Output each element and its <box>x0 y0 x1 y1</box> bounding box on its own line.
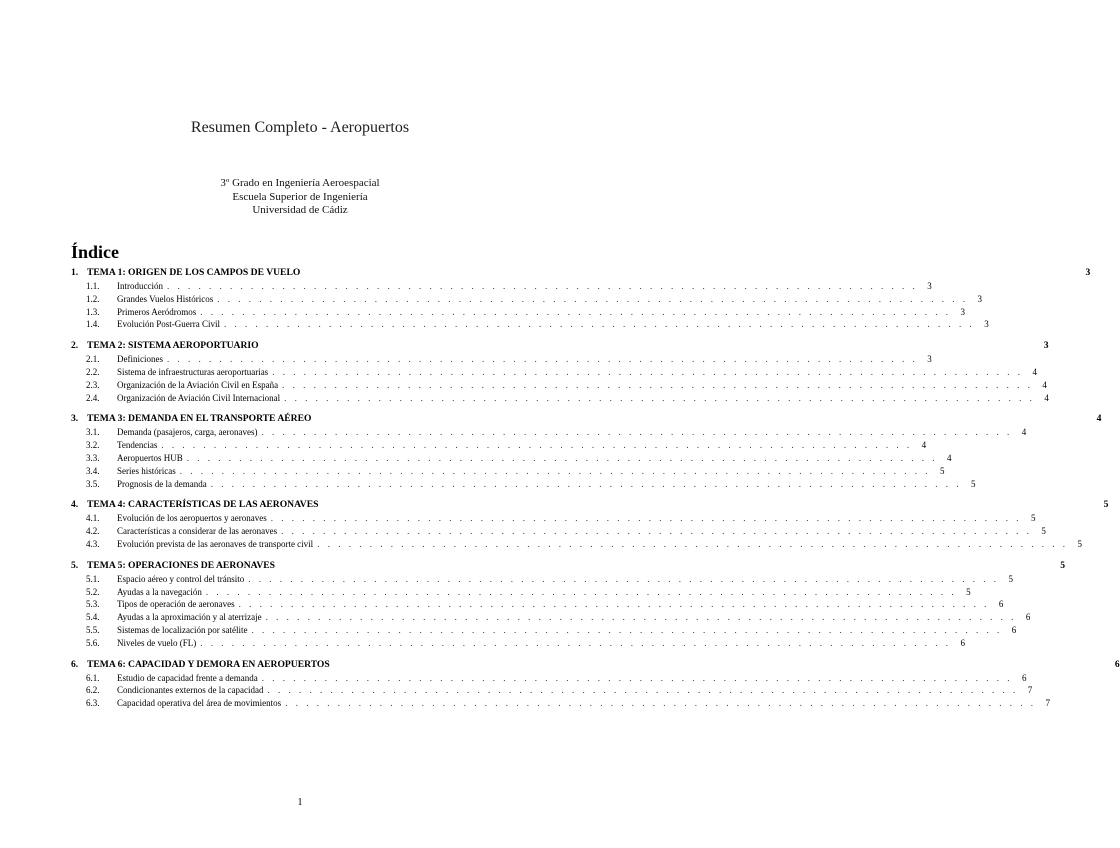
toc-entry-page: 7 <box>1045 698 1050 709</box>
toc-subsection[interactable] <box>71 598 1004 611</box>
toc-leader-dots: . . . . . . . . . . . . . . . . . . . . . . . . . . . . . . . . . . . . . . . . . . . . . . . . . . . . . . . . . . . . . . . . . . . . . . . . <box>224 319 975 330</box>
toc-entry-title: TEMA 1: ORIGEN DE LOS CAMPOS DE VUELO <box>87 267 301 278</box>
toc-entry-page: 5 <box>1008 573 1013 584</box>
toc-leader-dots: . . . . . . . . . . . . . . . . . . . . . . . . . . . . . . . . . . . . . . . . . . . . . . . . . . . . . . . . . . . . . . . . . . . . . . . . <box>272 366 1023 377</box>
toc-leader-dots: . . . . . . . . . . . . . . . . . . . . . . . . . . . . . . . . . . . . . . . . . . . . . . . . . . . . . . . . . . . . . . . . . . . . . . . . <box>281 526 1032 537</box>
toc-entry-title: Niveles de vuelo (FL) <box>117 637 197 648</box>
toc-entry-title: Organización de Aviación Civil Internacional <box>117 392 281 403</box>
toc-entry-title: Organización de la Aviación Civil en España <box>117 379 279 390</box>
toc-entry-number: 4.3. <box>86 538 100 549</box>
toc-entry-number: 5. <box>71 559 79 571</box>
toc-subsection[interactable] <box>71 624 1017 637</box>
toc-entry-title: Prognosis de la demanda <box>117 478 207 489</box>
toc-subsection[interactable] <box>71 538 1082 551</box>
toc-section <box>71 498 1109 550</box>
affiliation-block <box>0 177 600 218</box>
toc-entry-number: 1.2. <box>86 293 100 304</box>
toc-entry-title: Aeropuertos HUB <box>117 452 183 463</box>
toc-entry-number: 2. <box>71 340 79 352</box>
toc-entry-number: 5.4. <box>86 612 100 623</box>
toc-entry-page: 4 <box>947 452 952 463</box>
toc-entry-title: Evolución prevista de las aeronaves de transporte civil <box>117 538 314 549</box>
toc-entry-number: 6.2. <box>86 685 100 696</box>
toc-entry-number: 5.2. <box>86 586 100 597</box>
toc-entry-number: 2.3. <box>86 379 100 390</box>
toc-leader-dots: . . . . . . . . . . . . . . . . . . . . . . . . . . . . . . . . . . . . . . . . . . . . . . . . . . . . . . . . . . . . . . . . . . . . . . . . <box>285 698 1036 709</box>
toc-entry-page: 4 <box>1044 392 1049 403</box>
toc-subsection[interactable] <box>71 684 1033 697</box>
toc-entry-number: 4. <box>71 499 79 511</box>
toc-subsection[interactable] <box>71 392 1049 405</box>
toc-entry-title: Condicionantes externos de la capacidad <box>117 685 264 696</box>
toc-entry-number: 1.1. <box>86 281 100 291</box>
toc-entry-title: TEMA 2: SISTEMA AEROPORTUARIO <box>87 340 259 352</box>
toc-leader-dots: . . . . . . . . . . . . . . . . . . . . . . . . . . . . . . . . . . . . . . . . . . . . . . . . . . . . . . . . . . . . . . . . . . . . . . . . <box>166 354 918 365</box>
toc-subsection[interactable] <box>71 586 971 599</box>
toc-subsection[interactable] <box>71 611 1031 624</box>
toc-entry-number: 4.1. <box>86 513 100 524</box>
toc-leader-dots: . . . . . . . . . . . . . . . . . . . . . . . . . . . . . . . . . . . . . . . . . . . . . . . . . . . . . . . . . . . . . . . . . . . . . . . . <box>179 465 931 476</box>
toc-entry-title: Evolución de los aeropuertos y aeronaves <box>117 513 267 524</box>
toc-leader-dots: . . . . . . . . . . . . . . . . . . . . . . . . . . . . . . . . . . . . . . . . . . . . . . . . . . . . . . . . . . . . . . . . . . . . . . . . <box>200 637 951 648</box>
toc-subsection[interactable] <box>71 353 932 366</box>
toc-entry-number: 3.1. <box>86 427 100 438</box>
toc-entry-page: 5 <box>1103 499 1109 511</box>
affiliation-line: Universidad de Cádiz <box>252 204 348 216</box>
toc-leader-dots: . . . . . . . . . . . . . . . . . . . . . . . . . . . . . . . . . . . . . . . . . . . . . . . . . . . . . . . . . . . . . . . . . . . . . . . . <box>210 478 962 489</box>
toc-subsection[interactable] <box>71 280 932 293</box>
toc-section <box>71 412 1102 490</box>
toc-leader-dots: . . . . . . . . . . . . . . . . . . . . . . . . . . . . . . . . . . . . . . . . . . . . . . . . . . . . . . . . . . . . . . . . . . . . . . . . <box>267 685 1019 696</box>
toc-entry-title: Evolución Post-Guerra Civil <box>117 319 220 330</box>
toc-entry-title: TEMA 3: DEMANDA EN EL TRANSPORTE AÉREO <box>87 413 312 425</box>
toc-entry-page: 6 <box>1021 672 1027 683</box>
toc-entry-number: 5.5. <box>86 624 100 635</box>
toc-entry-title: Definiciones <box>117 354 163 365</box>
toc-entry-page: 4 <box>1042 379 1047 390</box>
toc-entry-page: 3 <box>927 281 932 291</box>
document-title: Resumen Completo - Aeropuertos <box>190 119 410 136</box>
toc-entry-page: 3 <box>1043 340 1049 352</box>
toc-entry-page: 5 <box>1060 559 1065 571</box>
toc-leader-dots: . . . . . . . . . . . . . . . . . . . . . . . . . . . . . . . . . . . . . . . . . . . . . . . . . . . . . . . . . . . . . . . . . . . . . . . . <box>261 672 1013 683</box>
toc-entry-title: Espacio aéreo y control del tránsito <box>117 573 245 584</box>
toc-section <box>71 266 1091 331</box>
toc-entry-title: Primeros Aeródromos <box>117 306 197 317</box>
toc-entry-title: Ayudas a la navegación <box>117 586 202 597</box>
toc-section <box>71 658 1120 710</box>
toc-entry-title: TEMA 4: CARACTERÍSTICAS DE LAS AERONAVES <box>87 499 319 511</box>
toc-entry-number: 3.4. <box>86 465 100 476</box>
toc-leader-dots: . . . . . . . . . . . . . . . . . . . . . . . . . . . . . . . . . . . . . . . . . . . . . . . . . . . . . . . . . . . . . . . . . . . . . . . . <box>317 538 1068 549</box>
toc-entry-number: 5.3. <box>86 599 100 610</box>
toc-entry-page: 3 <box>960 306 965 317</box>
toc-leader-dots: . . . . . . . . . . . . . . . . . . . . . . . . . . . . . . . . . . . . . . . . . . . . . . . . . . . . . . . . . . . . . . . . . . . . . . . . <box>284 392 1035 403</box>
toc-entry-number: 2.2. <box>86 366 100 377</box>
toc-subsection[interactable] <box>71 525 1046 538</box>
toc-subsection[interactable] <box>71 697 1050 710</box>
toc-entry-title: Estudio de capacidad frente a demanda <box>117 672 258 683</box>
toc-subsection[interactable] <box>71 672 1027 685</box>
toc-entry-page: 5 <box>1030 513 1036 524</box>
toc-entry-title: Sistemas de localización por satélite <box>117 624 248 635</box>
toc-leader-dots: . . . . . . . . . . . . . . . . . . . . . . . . . . . . . . . . . . . . . . . . . . . . . . . . . . . . . . . . . . . . . . . . . . . . . . . . <box>186 452 938 463</box>
toc-section-heading[interactable] <box>71 339 1049 353</box>
toc-leader-dots: . . . . . . . . . . . . . . . . . . . . . . . . . . . . . . . . . . . . . . . . . . . . . . . . . . . . . . . . . . . . . . . . . . . . . . . . <box>217 293 969 304</box>
toc-entry-page: 3 <box>1085 267 1091 278</box>
toc-section-heading[interactable] <box>71 412 1102 426</box>
toc-entry-page: 4 <box>1021 427 1027 438</box>
toc-entry-number: 5.6. <box>86 637 100 648</box>
toc-entry-page: 6 <box>998 599 1004 610</box>
toc-entry-number: 2.4. <box>86 392 100 403</box>
toc-entry-number: 2.1. <box>86 354 100 365</box>
table-of-contents <box>71 266 1120 710</box>
toc-leader-dots: . . . . . . . . . . . . . . . . . . . . . . . . . . . . . . . . . . . . . . . . . . . . . . . . . . . . . . . . . . . . . . . . . . . . . . . . <box>251 624 1003 635</box>
toc-leader-dots: . . . . . . . . . . . . . . . . . . . . . . . . . . . . . . . . . . . . . . . . . . . . . . . . . . . . . . . . . . . . . . . . . . . . . . . . <box>200 306 951 317</box>
toc-entry-page: 6 <box>1011 624 1017 635</box>
affiliation-line: 3º Grado en Ingeniería Aeroespacial <box>220 177 380 189</box>
toc-subsection[interactable] <box>71 379 1047 392</box>
toc-entry-number: 6. <box>71 658 79 670</box>
toc-subsection[interactable] <box>71 573 1013 586</box>
toc-entry-title: TEMA 6: CAPACIDAD Y DEMORA EN AEROPUERTOS <box>87 658 330 670</box>
toc-leader-dots: . . . . . . . . . . . . . . . . . . . . . . . . . . . . . . . . . . . . . . . . . . . . . . . . . . . . . . . . . . . . . . . . . . . . . . . . <box>248 573 999 584</box>
toc-leader-dots: . . . . . . . . . . . . . . . . . . . . . . . . . . . . . . . . . . . . . . . . . . . . . . . . . . . . . . . . . . . . . . . . . . . . . . . . <box>205 586 957 597</box>
toc-entry-title: Capacidad operativa del área de movimientos <box>117 698 282 709</box>
toc-entry-page: 5 <box>940 465 945 476</box>
toc-entry-number: 3.2. <box>86 440 100 451</box>
toc-section-heading[interactable] <box>71 559 1065 573</box>
toc-entry-title: Tipos de operación de aeronaves <box>117 599 235 610</box>
toc-entry-number: 3.5. <box>86 478 100 489</box>
toc-section-heading[interactable] <box>71 498 1109 512</box>
toc-section-heading[interactable] <box>71 658 1120 672</box>
toc-entry-page: 6 <box>1114 658 1120 670</box>
toc-subsection[interactable] <box>71 512 1036 525</box>
toc-entry-page: 4 <box>1096 413 1102 425</box>
toc-subsection[interactable] <box>71 465 945 478</box>
toc-entry-title: Introducción <box>117 281 163 291</box>
toc-subsection[interactable] <box>71 478 976 491</box>
toc-entry-number: 4.2. <box>86 526 100 537</box>
toc-entry-page: 5 <box>1077 538 1082 549</box>
toc-entry-number: 3.3. <box>86 452 100 463</box>
toc-entry-title: Ayudas a la aproximación y al aterrizaje <box>117 612 262 623</box>
toc-subsection[interactable] <box>71 439 927 452</box>
toc-entry-page: 4 <box>921 440 927 451</box>
toc-entry-page: 6 <box>1025 612 1031 623</box>
toc-entry-page: 5 <box>970 478 976 489</box>
toc-entry-title: Demanda (pasajeros, carga, aeronaves) <box>117 427 258 438</box>
toc-leader-dots: . . . . . . . . . . . . . . . . . . . . . . . . . . . . . . . . . . . . . . . . . . . . . . . . . . . . . . . . . . . . . . . . . . . . . . . . <box>282 379 1033 390</box>
toc-entry-number: 5.1. <box>86 573 100 584</box>
toc-entry-number: 1. <box>71 267 79 278</box>
toc-subsection[interactable] <box>71 306 965 319</box>
toc-leader-dots: . . . . . . . . . . . . . . . . . . . . . . . . . . . . . . . . . . . . . . . . . . . . . . . . . . . . . . . . . . . . . . . . . . . . . . . . <box>270 513 1022 524</box>
toc-entry-number: 6.3. <box>86 698 100 709</box>
toc-leader-dots: . . . . . . . . . . . . . . . . . . . . . . . . . . . . . . . . . . . . . . . . . . . . . . . . . . . . . . . . . . . . . . . . . . . . . . . . <box>261 427 1013 438</box>
toc-leader-dots: . . . . . . . . . . . . . . . . . . . . . . . . . . . . . . . . . . . . . . . . . . . . . . . . . . . . . . . . . . . . . . . . . . . . . . . . <box>161 440 913 451</box>
toc-entry-page: 3 <box>977 293 983 304</box>
toc-entry-title: Series históricas <box>117 465 176 476</box>
toc-subsection[interactable] <box>71 318 989 331</box>
toc-leader-dots: . . . . . . . . . . . . . . . . . . . . . . . . . . . . . . . . . . . . . . . . . . . . . . . . . . . . . . . . . . . . . . . . . . . . . . . . <box>265 612 1017 623</box>
toc-entry-number: 1.4. <box>86 319 100 330</box>
toc-entry-title: Características a considerar de las aeronaves <box>117 526 278 537</box>
toc-entry-page: 6 <box>960 637 965 648</box>
toc-entry-title: Tendencias <box>117 440 158 451</box>
toc-entry-title: TEMA 5: OPERACIONES DE AERONAVES <box>87 559 275 571</box>
toc-entry-title: Sistema de infraestructuras aeroportuarias <box>117 366 269 377</box>
toc-entry-page: 4 <box>1032 366 1037 377</box>
toc-subsection[interactable] <box>71 293 983 306</box>
toc-entry-number: 3. <box>71 413 79 425</box>
toc-heading: Índice <box>71 242 120 262</box>
toc-subsection[interactable] <box>71 366 1037 379</box>
toc-entry-title: Grandes Vuelos Históricos <box>117 293 214 304</box>
toc-section <box>71 559 1065 650</box>
toc-entry-page: 5 <box>966 586 971 597</box>
toc-entry-number: 1.3. <box>86 306 100 317</box>
toc-subsection[interactable] <box>71 426 1027 439</box>
toc-entry-page: 3 <box>984 319 989 330</box>
page-number: 1 <box>297 797 303 808</box>
toc-section-heading[interactable] <box>71 266 1091 280</box>
toc-entry-page: 7 <box>1027 685 1033 696</box>
toc-subsection[interactable] <box>71 637 965 650</box>
toc-leader-dots: . . . . . . . . . . . . . . . . . . . . . . . . . . . . . . . . . . . . . . . . . . . . . . . . . . . . . . . . . . . . . . . . . . . . . . . . <box>238 599 990 610</box>
toc-leader-dots: . . . . . . . . . . . . . . . . . . . . . . . . . . . . . . . . . . . . . . . . . . . . . . . . . . . . . . . . . . . . . . . . . . . . . . . . <box>166 281 918 291</box>
toc-subsection[interactable] <box>71 452 952 465</box>
affiliation-line: Escuela Superior de Ingeniería <box>232 190 368 203</box>
toc-entry-number: 6.1. <box>86 672 100 683</box>
toc-entry-page: 3 <box>927 354 932 365</box>
toc-section <box>71 339 1049 404</box>
toc-entry-page: 5 <box>1041 526 1046 537</box>
